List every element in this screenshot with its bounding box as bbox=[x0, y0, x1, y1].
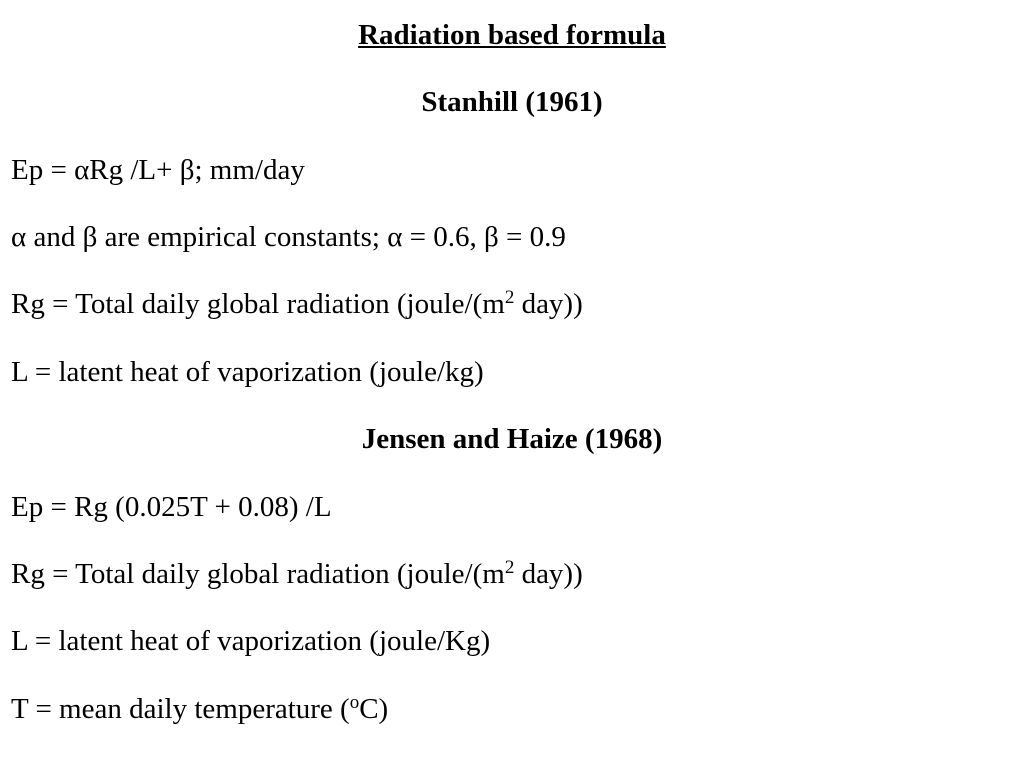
rg-text-end: day)) bbox=[514, 288, 583, 320]
t-text: T = mean daily temperature ( bbox=[11, 693, 350, 725]
stanhill-heading: Stanhill (1961) bbox=[421, 86, 603, 118]
stanhill-rg-definition bbox=[11, 286, 583, 322]
rg-superscript: 2 bbox=[504, 557, 515, 578]
jensen-heading: Jensen and Haize (1968) bbox=[361, 423, 663, 455]
t-text-end: C) bbox=[359, 693, 389, 725]
formula-rhs: αRg /L+ β; mm/day bbox=[74, 154, 305, 186]
jensen-t-definition bbox=[11, 691, 388, 727]
rg-text: Rg = Total daily global radiation (joule/(m bbox=[11, 288, 505, 320]
jensen-l-definition: L = latent heat of vaporization (joule/Kg) bbox=[11, 625, 491, 657]
formula-lhs: Ep = bbox=[11, 154, 75, 186]
degree-superscript: o bbox=[349, 692, 360, 713]
rg-text-end: day)) bbox=[514, 558, 583, 590]
jensen-formula: Ep = Rg (0.025T + 0.08) /L bbox=[11, 491, 332, 523]
slide-title: Radiation based formula bbox=[358, 19, 666, 51]
jensen-rg-definition bbox=[11, 556, 583, 592]
rg-text: Rg = Total daily global radiation (joule/(m bbox=[11, 558, 505, 590]
rg-superscript: 2 bbox=[504, 287, 515, 308]
stanhill-l-definition: L = latent heat of vaporization (joule/kg) bbox=[11, 356, 484, 388]
stanhill-constants: α and β are empirical constants; α = 0.6, β = 0.9 bbox=[11, 221, 566, 253]
stanhill-formula bbox=[11, 152, 305, 188]
